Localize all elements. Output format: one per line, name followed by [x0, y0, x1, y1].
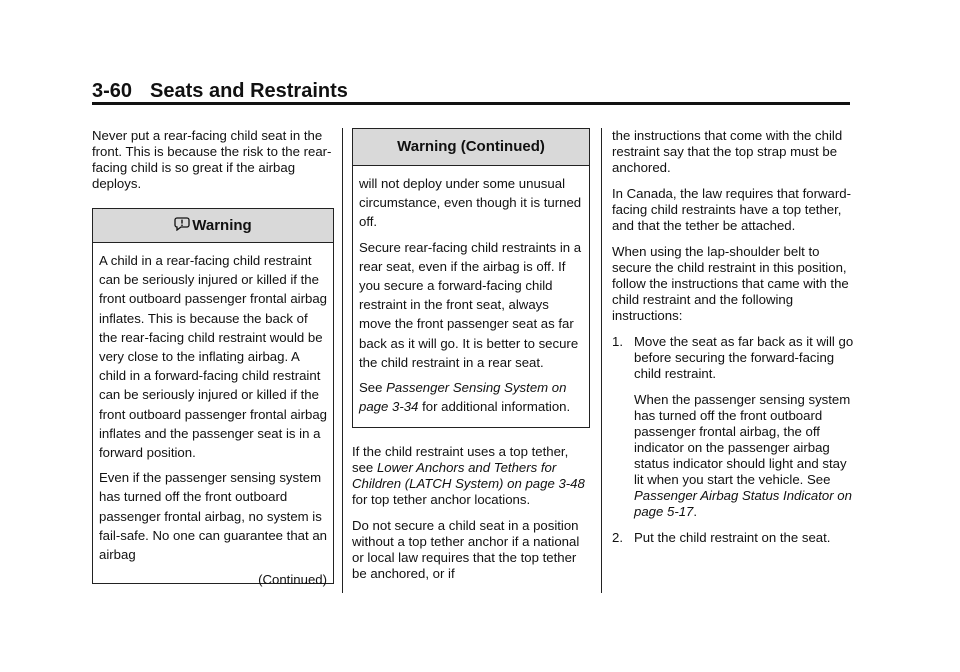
header-rule	[92, 102, 850, 105]
list-item-note	[634, 392, 854, 520]
see-prefix: See	[359, 380, 387, 396]
warning-paragraph: will not deploy under some unusual circumstance, even though it is turned off.	[359, 176, 582, 230]
warning-title: Warning (Continued)	[397, 138, 545, 155]
see-suffix: for additional information.	[418, 399, 571, 415]
note-prefix: When the passenger sensing system has turned off the front outboard passenger frontal airbag, the off indicator on the passenger airbag status indicator should light and stay lit when you start the vehicle. See	[634, 392, 851, 487]
intro-paragraph: Never put a rear-facing child seat in the front. This is because the risk to the rear-facing child is so great if the airbag deploys.	[92, 128, 332, 191]
paragraph: In Canada, the law requires that forward-facing child restraints have a top tether, and that the tether be attached.	[612, 186, 851, 233]
cross-reference-link[interactable]: Lower Anchors and Tethers for Children (LATCH System) on page 3-48	[352, 460, 585, 491]
list-item-text: Move the seat as far back as it will go before securing the forward-facing child restraint.	[634, 334, 854, 381]
warning-body	[93, 243, 333, 593]
no-tether-paragraph: Do not secure a child seat in a position without a top tether anchor if a national or local law requires that the top tether be anchored, or if	[352, 518, 580, 581]
warning-title: Warning	[192, 217, 252, 234]
tether-prefix: If the child restraint uses a top tether, see	[352, 444, 569, 475]
column-1	[92, 128, 334, 588]
column-divider	[601, 128, 602, 593]
warning-box-continued	[352, 128, 590, 428]
cross-reference-link[interactable]: Passenger Sensing System on page 3-34	[359, 380, 567, 415]
warning-icon	[174, 217, 190, 231]
column-divider	[342, 128, 343, 593]
list-item	[612, 334, 854, 520]
list-item-text: Put the child restraint on the seat.	[634, 530, 831, 545]
paragraph: the instructions that come with the child restraint say that the top strap must be anchored.	[612, 128, 843, 175]
warning-paragraph: A child in a rear-facing child restraint can be seriously injured or killed if the front outboard passenger frontal airbag inflates. This is because the back of the rear-facing child restraint would be very close to the inflating airbag. A child in a forward-facing child restraint can be seriously injured or killed if the front outboard passenger frontal airbag inflates and the passenger seat is in a forward position.	[99, 253, 327, 461]
continued-label: (Continued)	[258, 572, 327, 588]
warning-paragraph: Even if the passenger sensing system has turned off the front outboard passenger frontal airbag, no system is fail-safe. No one can guarantee that an airbag	[99, 470, 328, 563]
warning-box	[92, 208, 334, 588]
note-suffix: .	[693, 504, 698, 519]
column-2	[352, 128, 590, 582]
list-number: 1.	[612, 334, 623, 349]
list-number: 2.	[612, 530, 623, 545]
tether-paragraph	[352, 444, 590, 508]
page-number: 3-60	[92, 80, 133, 102]
section-title: Seats and Restraints	[150, 80, 348, 102]
warning-header	[353, 129, 589, 166]
cross-reference-link[interactable]: Passenger Airbag Status Indicator on page 5-17	[634, 488, 852, 519]
warning-header	[93, 209, 333, 243]
warning-body	[353, 166, 589, 426]
tether-suffix: for top tether anchor locations.	[352, 492, 531, 507]
list-item	[612, 530, 854, 546]
paragraph: When using the lap-shoulder belt to secure the child restraint in this position, follow the instructions that came with the child restraint and the following instructions:	[612, 244, 849, 323]
warning-paragraph: Secure rear-facing child restraints in a rear seat, even if the airbag is off. If you secure a forward-facing child restraint in the front seat, always move the front passenger seat as far back as it will go. It is better to secure the child restraint in a rear seat.	[359, 239, 582, 370]
column-3	[612, 128, 854, 546]
warning-see-paragraph	[359, 378, 583, 416]
